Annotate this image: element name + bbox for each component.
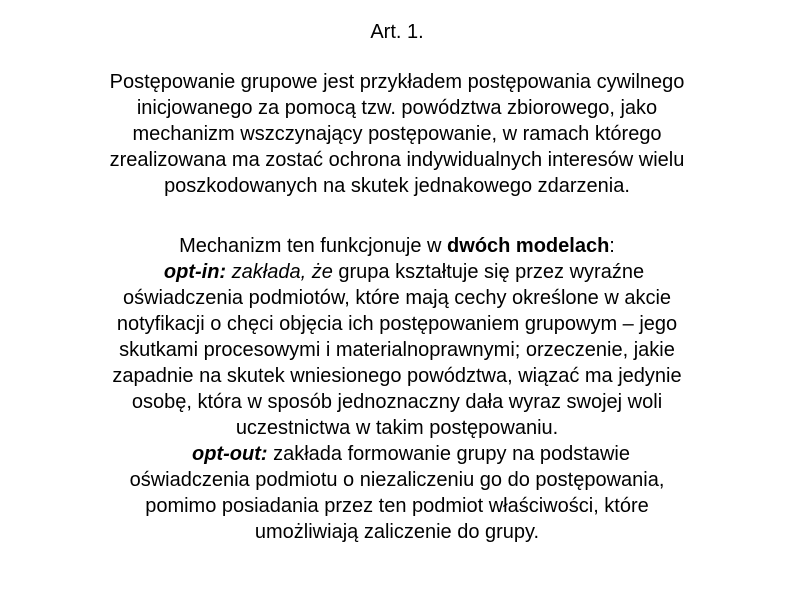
intro-prefix: Mechanizm ten funkcjonuje w xyxy=(179,235,448,257)
text-line: osobę, która w sposób jednoznaczny dała wyraz swojej woli xyxy=(131,391,663,413)
text-line: zapadnie na skutek wniesionego powództwa, wiązać ma jedynie xyxy=(112,365,682,387)
opt-in-term: opt-in: xyxy=(163,261,227,283)
text-line: oświadczenia podmiotu o niezaliczeniu go do postępowania, xyxy=(129,469,665,491)
text-line: poszkodowanych na skutek jednakowego zdarzenia. xyxy=(164,175,630,197)
opt-in-italic-text: zakłada, że xyxy=(226,261,333,283)
text-line: Postępowanie grupowe jest przykładem postępowania cywilnego xyxy=(109,71,685,93)
opt-in-first-line xyxy=(30,259,764,285)
text-line: uczestnictwa w takim postępowaniu. xyxy=(235,417,559,439)
text-line: oświadczenia podmiotów, które mają cechy określone w akcie xyxy=(122,287,672,309)
opt-out-term: opt-out: xyxy=(192,443,268,465)
opt-out-first-rest: zakłada formowanie grupy na podstawie xyxy=(267,443,630,465)
intro-bold-term: dwóch modelach xyxy=(447,235,610,257)
paragraph-definition xyxy=(30,69,764,199)
article-title: Art. 1. xyxy=(370,21,424,43)
text-line: mechanizm wszczynający postępowanie, w ramach którego xyxy=(132,123,662,145)
models-intro-line xyxy=(30,233,764,259)
text-line: skutkami procesowymi i materialnoprawnymi; orzeczenie, jakie xyxy=(119,339,675,361)
opt-in-first-rest: grupa kształtuje się przez wyraźne xyxy=(332,261,645,283)
paragraph-models xyxy=(30,233,764,545)
opt-out-first-line xyxy=(30,441,764,467)
text-line: umożliwiają zaliczenie do grupy. xyxy=(254,521,540,543)
text-line: zrealizowana ma zostać ochrona indywidualnych interesów wielu xyxy=(109,149,685,171)
text-line: notyfikacji o chęci objęcia ich postępowaniem grupowym – jego xyxy=(116,313,678,335)
text-line: inicjowanego za pomocą tzw. powództwa zbiorowego, jako xyxy=(136,97,658,119)
intro-suffix: : xyxy=(609,235,615,257)
text-line: pomimo posiadania przez ten podmiot właściwości, które xyxy=(145,495,649,517)
